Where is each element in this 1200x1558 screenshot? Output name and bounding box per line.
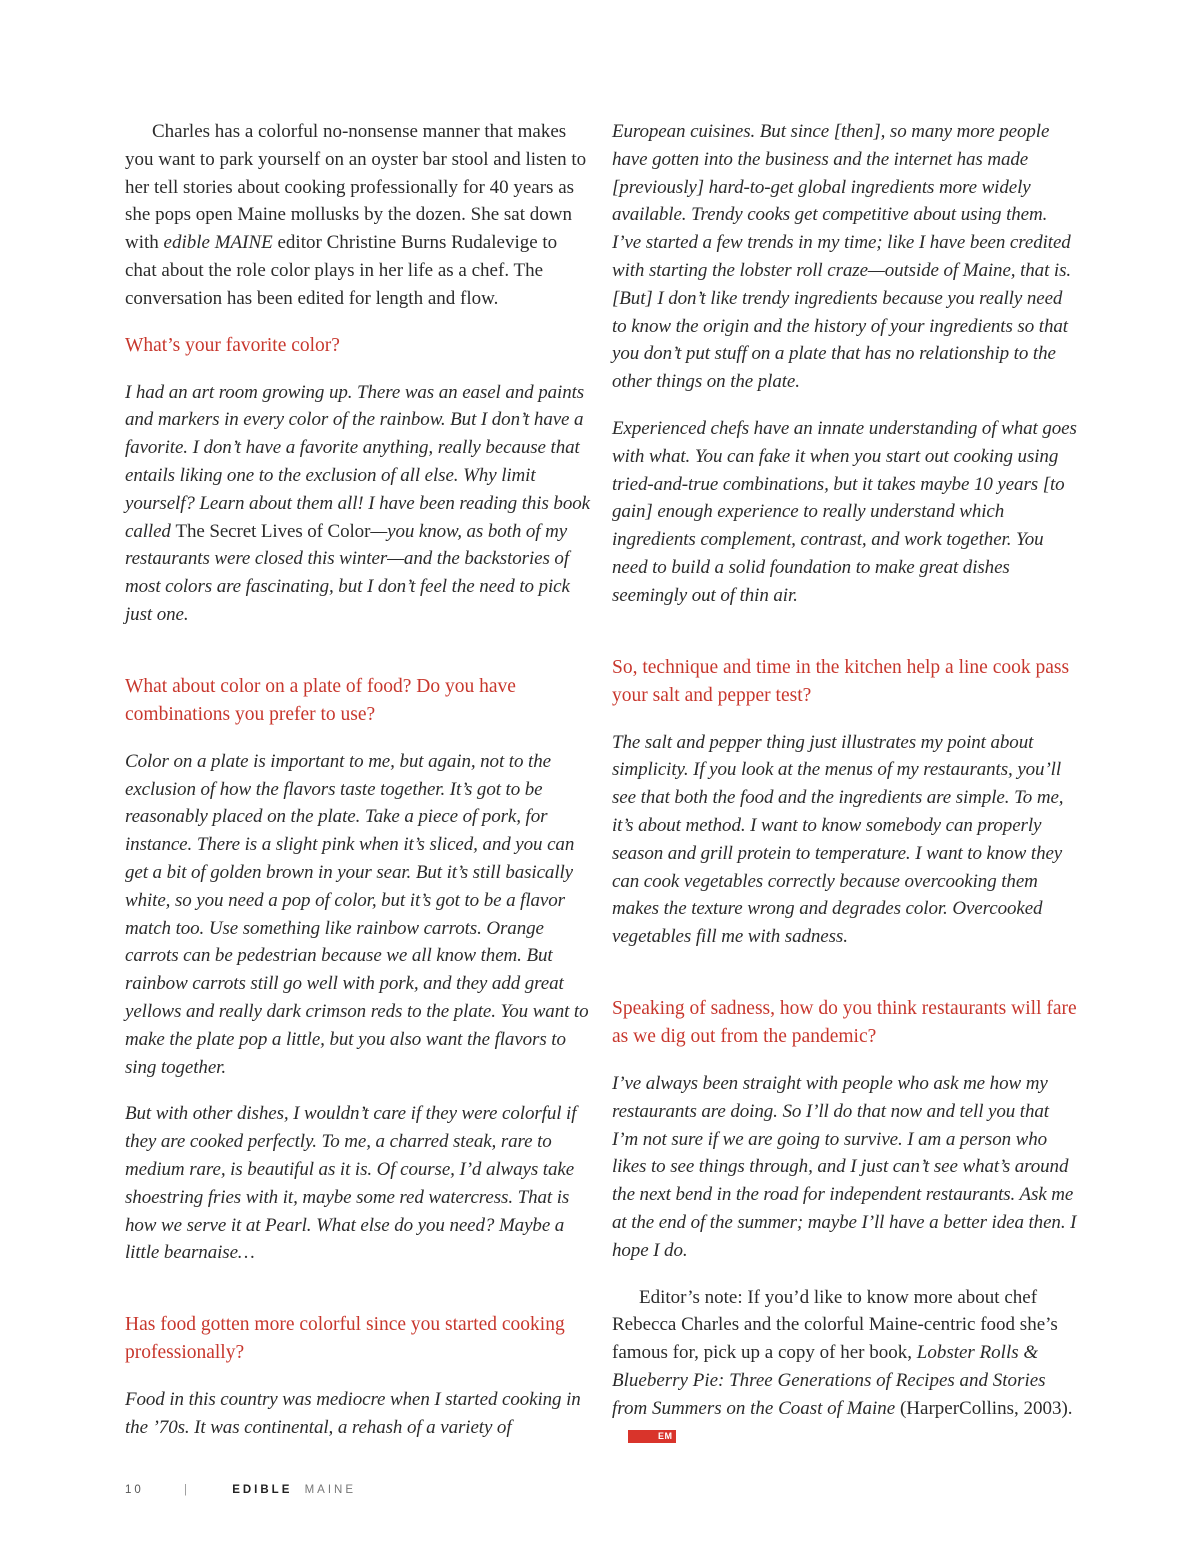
- answer-pandemic: I’ve always been straight with people who ask me how my restaurants are doing. So I’ll do that now and tell you that I’m not sure if we are going to survive. I am a person who likes to see things through, and I just can’t see what’s around the next bend in the road for independent restaurants. Ask me at the end of the summer; maybe I’ll have a better idea then. I hope I do.: [612, 1072, 1077, 1261]
- answer-1-text-2: —you know, as both of my restaurants were closed this winter—and the backstories of most colors are fascinating, but I don’t feel the need to pick just one.: [125, 520, 570, 625]
- page-footer: [125, 1484, 356, 1496]
- footer-separator: |: [184, 1484, 190, 1496]
- question-more-colorful: Has food gotten more colorful since you started cooking professionally?: [125, 1314, 565, 1364]
- book-title-secret-lives: The Secret Lives of Color: [175, 520, 371, 542]
- intro-text-1: Charles has a colorful no-nonsense manner that makes you want to park yourself on an oyster bar stool and listen to her tell stories about cooking professionally for 40 years as she pops open Maine mollusks by the dozen. She sat down with: [125, 121, 587, 254]
- answer-more-colorful-start: Food in this country was mediocre when I started cooking in the ’70s. It was continental, a rehash of a variety of: [125, 1389, 581, 1438]
- answer-favorite-color: [125, 379, 591, 629]
- answer-more-colorful-cont: European cuisines. But since [then], so many more people have gotten into the business and the internet has made [previously] hard-to-get global ingredients more widely available. Trendy cooks get competitive about using them. I’ve started a few trends in my time; like I have been credited with starting the lobster roll craze—outside of Maine, that is. [But] I don’t like trendy ingredients because you really need to know the origin and the history of your ingredients so that you don’t put stuff on a plate that has no relationship to the other things on the plate.: [612, 121, 1072, 393]
- footer-brand-light: MAINE: [304, 1484, 356, 1496]
- book-title-lobster-rolls: Lobster Rolls & Blueberry Pie: Three Generations of Recipes and Stories from Summers on the Coast of Maine: [612, 1342, 1046, 1419]
- end-mark-icon: EM: [628, 1430, 676, 1443]
- question-salt-pepper: So, technique and time in the kitchen help a line cook pass your salt and pepper test?: [612, 656, 1070, 706]
- intro-text-2: editor Christine Burns Rudalevige to chat about the role color plays in her life as a chef. The conversation has been edited for length and flow.: [125, 232, 558, 309]
- question-pandemic: Speaking of sadness, how do you think restaurants will fare as we dig out from the pandemic?: [612, 997, 1077, 1047]
- intro-paragraph: [125, 118, 591, 313]
- answer-1-text-1: I had an art room growing up. There was an easel and paints and markers in every color of the rainbow. But I don’t have a favorite. I don’t have a favorite anything, really because that entails liking one to the exclusion of all else. Why limit yourself? Learn about them all! I have been reading this book called: [125, 381, 590, 542]
- footer-brand-bold: EDIBLE: [232, 1484, 293, 1496]
- answer-other-dishes: But with other dishes, I wouldn’t care if they were colorful if they are cooked perfectly. To me, a charred steak, rare to medium rare, is beautiful as it is. Of course, I’d always take shoestring fries with it, maybe some red watercress. That is how we serve it at Pearl. What else do you need? Maybe a little bearnaise…: [125, 1103, 577, 1264]
- answer-color-on-plate: Color on a plate is important to me, but again, not to the exclusion of how the flavors taste together. It’s got to be reasonably placed on the plate. Take a piece of pork, for instance. There is a slight pink when it’s sliced, and you can get a bit of golden brown in your sear. But it’s still basically white, so you need a pop of color, but it’s got to be a flavor match too. Use something like rainbow carrots. Orange carrots can be pedestrian because we all know them. But rainbow carrots still go well with pork, and they add great yellows and really dark crimson reds to the plate. You want to make the plate pop a little, but you also want the flavors to sing together.: [125, 750, 589, 1078]
- left-column: [125, 118, 591, 1442]
- question-favorite-color: What’s your favorite color?: [125, 334, 340, 356]
- publication-name: edible MAINE: [163, 232, 273, 254]
- editors-note: [612, 1284, 1078, 1451]
- right-column: [612, 118, 1078, 1450]
- editors-note-text-2: (HarperCollins, 2003).: [895, 1397, 1073, 1419]
- answer-experienced-chefs: Experienced chefs have an innate understanding of what goes with what. You can fake it when you start out cooking using tried-and-true combinations, but it takes maybe 10 years [to gain] enough experience to really understand which ingredients complement, contrast, and work together. You need to build a solid foundation to make great dishes seemingly out of thin air.: [612, 417, 1077, 606]
- question-color-on-plate: What about color on a plate of food? Do you have combinations you prefer to use?: [125, 675, 516, 725]
- page-number: 10: [125, 1484, 144, 1496]
- answer-salt-pepper: The salt and pepper thing just illustrates my point about simplicity. If you look at the menus of my restaurants, you’ll see that both the food and the ingredients are simple. To me, it’s about method. I want to know somebody can properly season and grill protein to temperature. I want to know they can cook vegetables correctly because overcooking them makes the texture wrong and degrades color. Overcooked vegetables fill me with sadness.: [612, 731, 1064, 948]
- editors-note-text-1: Editor’s note: If you’d like to know more about chef Rebecca Charles and the colorful Maine-centric food she’s famous for, pick up a copy of her book,: [612, 1286, 1058, 1364]
